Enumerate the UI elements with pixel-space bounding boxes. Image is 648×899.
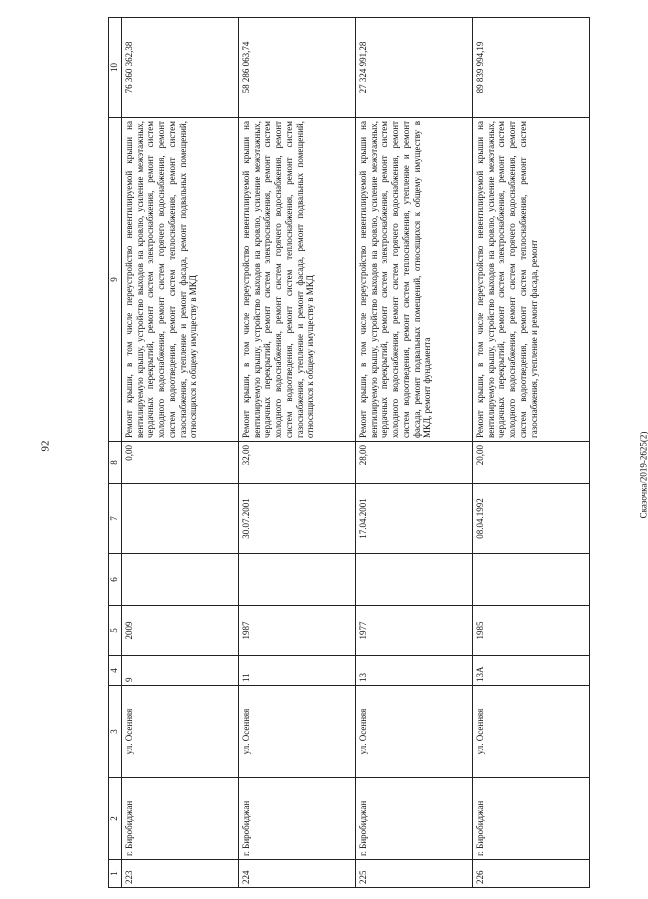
date-cell: 17.04.2001 xyxy=(356,484,473,554)
header-cell-4: 4 xyxy=(109,656,122,686)
row-number: 225 xyxy=(356,860,473,888)
year-cell: 1985 xyxy=(473,606,590,656)
rotated-table-wrapper xyxy=(108,18,588,888)
street-cell: ул. Осенняя xyxy=(122,686,239,778)
header-cell-2: 2 xyxy=(109,778,122,860)
cost-cell: 76 360 362,38 xyxy=(122,18,239,118)
header-cell-3: 3 xyxy=(109,686,122,778)
cost-cell: 89 839 994,19 xyxy=(473,18,590,118)
cost-cell: 27 324 991,28 xyxy=(356,18,473,118)
works-cell: Ремонт крыши, в том числе переустройство невентилируемой крыши на вентилируемую крышу, устройство выходов на кровлю, усиление межэтажных, чердачных перекрытий, ремонт систем электроснабжения, ремонт систем холодного водоснабжения, ремонт систем горячего водоснабжения, ремонт систем водоотведения, ремонт систем теплоснабжения, ремонт систем газоснабжения, утепление и ремонт фасада, ремонт xyxy=(473,118,590,442)
city-cell: г. Биробиджан xyxy=(122,778,239,860)
header-cell-8: 8 xyxy=(109,442,122,484)
header-cell-6: 6 xyxy=(109,554,122,606)
year-cell: 1987 xyxy=(239,606,356,656)
header-row xyxy=(109,18,122,888)
table-row xyxy=(239,18,356,888)
city-cell: г. Биробиджан xyxy=(473,778,590,860)
col8-cell: 0,00 xyxy=(122,442,239,484)
col6-cell xyxy=(473,554,590,606)
street-cell: ул. Осенняя xyxy=(239,686,356,778)
header-cell-10: 10 xyxy=(109,18,122,118)
works-cell: Ремонт крыши, в том числе переустройство невентилируемой крыши на вентилируемую крышу, устройство выходов на кровлю, усиление межэтажных, чердачных перекрытий, ремонт систем электроснабжения, ремонт систем холодного водоснабжения, ремонт систем горячего водоснабжения, ремонт систем водоотведения, ремонт систем теплоснабжения, ремонт систем газоснабжения, утепление и ремонт фасада, ремонт подвальных помещений, относящихся к общему имуществу в МКД xyxy=(239,118,356,442)
street-cell: ул. Осенняя xyxy=(356,686,473,778)
date-cell xyxy=(122,484,239,554)
cost-cell: 58 286 063,74 xyxy=(239,18,356,118)
house-cell: 13 xyxy=(356,656,473,686)
header-cell-7: 7 xyxy=(109,484,122,554)
col6-cell xyxy=(122,554,239,606)
house-cell: 9 xyxy=(122,656,239,686)
row-number: 224 xyxy=(239,860,356,888)
col6-cell xyxy=(239,554,356,606)
date-cell: 08.04.1992 xyxy=(473,484,590,554)
header-cell-1: 1 xyxy=(109,860,122,888)
city-cell: г. Биробиджан xyxy=(239,778,356,860)
repair-program-table xyxy=(108,17,590,888)
col8-cell: 28,00 xyxy=(356,442,473,484)
col8-cell: 32,00 xyxy=(239,442,356,484)
table-row xyxy=(473,18,590,888)
header-cell-5: 5 xyxy=(109,606,122,656)
table-row xyxy=(122,18,239,888)
house-cell: 11 xyxy=(239,656,356,686)
col6-cell xyxy=(356,554,473,606)
row-number: 226 xyxy=(473,860,590,888)
document-footer: Сказочка/2019-2625(2) xyxy=(638,431,648,519)
street-cell: ул. Осенняя xyxy=(473,686,590,778)
works-cell: Ремонт крыши, в том числе переустройство невентилируемой крыши на вентилируемую крышу, устройство выходов на кровлю, усиление межэтажных, чердачных перекрытий, ремонт систем электроснабжения, ремонт систем холодного водоснабжения, ремонт систем горячего водоснабжения, ремонт систем водоотведения, ремонт систем теплоснабжения, ремонт систем газоснабжения, утепление и ремонт фасада, ремонт подвальных помещений, относящихся к общему имуществу в МКД xyxy=(122,118,239,442)
table-row xyxy=(356,18,473,888)
col8-cell: 20,00 xyxy=(473,442,590,484)
date-cell: 30.07.2001 xyxy=(239,484,356,554)
header-cell-9: 9 xyxy=(109,118,122,442)
works-cell: Ремонт крыши, в том числе переустройство невентилируемой крыши на вентилируемую крышу, устройство выходов на кровлю, усиление межэтажных, чердачных перекрытий, ремонт систем электроснабжения, ремонт систем холодного водоснабжения, ремонт систем горячего водоснабжения, ремонт систем водоотведения, ремонт систем теплоснабжения, утепление и ремонт фасада, ремонт подвальных помещений, относящихся к общему имуществу в МКД, ремонт фундамента xyxy=(356,118,473,442)
city-cell: г. Биробиджан xyxy=(356,778,473,860)
year-cell: 1977 xyxy=(356,606,473,656)
year-cell: 2009 xyxy=(122,606,239,656)
page-number: 92 xyxy=(39,440,52,452)
house-cell: 13А xyxy=(473,656,590,686)
row-number: 223 xyxy=(122,860,239,888)
